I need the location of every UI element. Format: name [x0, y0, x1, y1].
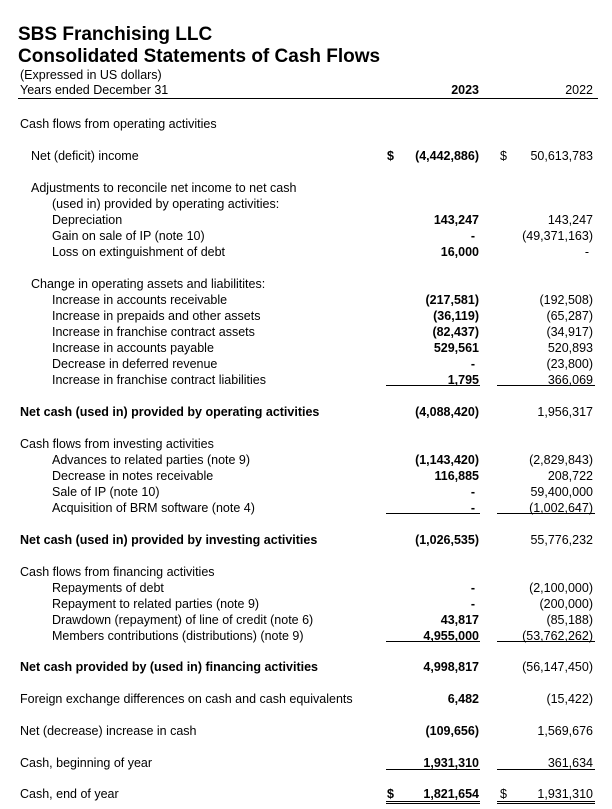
sale-ip-label: Sale of IP (note 10) — [52, 485, 160, 499]
depreciation-label: Depreciation — [52, 213, 123, 227]
gain-ip-2022: (49,371,163) — [522, 229, 593, 243]
depreciation-2023: 143,247 — [433, 213, 479, 227]
payable-2022: 520,893 — [547, 341, 593, 355]
deferred-rev-2023: - — [470, 357, 475, 371]
statement-title: Consolidated Statements of Cash Flows — [18, 46, 381, 67]
financing-total-label: Net cash provided by (used in) financing activities — [20, 660, 318, 674]
prepaids-2022: (65,287) — [546, 309, 593, 323]
investing-2022-rule — [497, 513, 595, 514]
cash-end-2022-double-rule — [497, 801, 595, 804]
gain-ip-row — [0, 228, 612, 244]
operating-section-label: Cash flows from operating activities — [20, 117, 217, 131]
financing-2022-rule — [497, 641, 595, 642]
cash-begin-label: Cash, beginning of year — [20, 756, 153, 770]
members-2023: 4,955,000 — [423, 629, 479, 643]
notes-recv-row — [0, 468, 612, 484]
gain-ip-2023: - — [470, 229, 475, 243]
drawdown-2022: (85,188) — [546, 613, 593, 627]
fx-label: Foreign exchange differences on cash and cash equivalents — [20, 692, 353, 706]
members-2022: (53,762,262) — [522, 629, 593, 643]
cash-end-label: Cash, end of year — [20, 787, 119, 801]
notes-recv-label: Decrease in notes receivable — [52, 469, 214, 483]
drawdown-2023: 43,817 — [440, 613, 479, 627]
repay-debt-label: Repayments of debt — [52, 581, 164, 595]
operating-2022-rule — [497, 385, 595, 386]
cash-end-2023-dollar: $ — [387, 787, 394, 801]
franchise-liab-2023: 1,795 — [447, 373, 479, 387]
payable-label: Increase in accounts payable — [52, 341, 214, 355]
change-header-row — [0, 276, 612, 292]
net-income-row — [0, 148, 612, 164]
deferred-rev-row — [0, 356, 612, 372]
cash-end-2023-double-rule — [386, 801, 480, 804]
franchise-assets-2023: (82,437) — [432, 325, 479, 339]
cash-end-2022-dollar: $ — [500, 787, 507, 801]
repay-related-2023: - — [470, 597, 475, 611]
franchise-liab-2022: 366,069 — [547, 373, 593, 387]
franchise-assets-label: Increase in franchise contract assets — [52, 325, 255, 339]
company-name: SBS Franchising LLC — [18, 24, 213, 45]
net-income-label: Net (deficit) income — [31, 149, 139, 163]
adjustments-header-row-2 — [0, 196, 612, 212]
loss-debt-2023: 16,000 — [440, 245, 479, 259]
net-change-2023: (109,656) — [425, 724, 479, 738]
financing-total-2023: 4,998,817 — [423, 660, 479, 674]
loss-debt-label: Loss on extinguishment of debt — [52, 245, 226, 259]
fx-row — [0, 691, 612, 707]
operating-section — [0, 116, 612, 132]
sale-ip-row — [0, 484, 612, 500]
operating-total-row — [0, 404, 612, 420]
receivable-label: Increase in accounts receivable — [52, 293, 228, 307]
notes-recv-2022: 208,722 — [547, 469, 593, 483]
prepaids-2023: (36,119) — [433, 309, 479, 323]
financing-2023-rule — [386, 641, 480, 642]
repay-debt-row — [0, 580, 612, 596]
change-header-label: Change in operating assets and liabilitites: — [31, 277, 266, 291]
net-income-2022-dollar: $ — [500, 149, 507, 163]
brm-2022: (1,002,647) — [529, 501, 593, 515]
financing-section-label: Cash flows from financing activities — [20, 565, 215, 579]
adjustments-label-1: Adjustments to reconcile net income to net cash — [31, 181, 297, 195]
year-2022-header: 2022 — [565, 83, 593, 97]
cash-begin-2022-rule — [497, 769, 595, 770]
financing-section — [0, 564, 612, 580]
gain-ip-label: Gain on sale of IP (note 10) — [52, 229, 205, 243]
payable-2023: 529,561 — [433, 341, 479, 355]
loss-debt-2022: - — [584, 245, 589, 259]
investing-total-label: Net cash (used in) provided by investing activities — [20, 533, 318, 547]
adjustments-header-row — [0, 180, 612, 196]
depreciation-row — [0, 212, 612, 228]
drawdown-label: Drawdown (repayment) of line of credit (note 6) — [52, 613, 314, 627]
receivable-2022: (192,508) — [539, 293, 593, 307]
investing-section-label: Cash flows from investing activities — [20, 437, 214, 451]
operating-total-2023: (4,088,420) — [415, 405, 479, 419]
financing-total-row — [0, 659, 612, 675]
net-change-label: Net (decrease) increase in cash — [20, 724, 197, 738]
year-2023-header: 2023 — [451, 83, 479, 97]
fx-2022: (15,422) — [546, 692, 593, 706]
repay-debt-2022: (2,100,000) — [529, 581, 593, 595]
adjustments-label-2: (used in) provided by operating activities: — [52, 197, 280, 211]
depreciation-2022: 143,247 — [547, 213, 593, 227]
sale-ip-2022: 59,400,000 — [530, 485, 593, 499]
net-change-2022: 1,569,676 — [537, 724, 593, 738]
repay-related-label: Repayment to related parties (note 9) — [52, 597, 260, 611]
fx-2023: 6,482 — [447, 692, 479, 706]
notes-recv-2023: 116,885 — [434, 469, 479, 483]
repay-related-row — [0, 596, 612, 612]
repay-debt-2023: - — [470, 581, 475, 595]
brm-2023: - — [470, 501, 475, 515]
investing-total-row — [0, 532, 612, 548]
drawdown-row — [0, 612, 612, 628]
net-income-2023: (4,442,886) — [415, 149, 479, 163]
financing-total-2022: (56,147,450) — [522, 660, 593, 674]
operating-total-2022: 1,956,317 — [537, 405, 593, 419]
header-rule — [18, 98, 598, 99]
prepaids-label: Increase in prepaids and other assets — [52, 309, 261, 323]
investing-section — [0, 436, 612, 452]
investing-total-2022: 55,776,232 — [530, 533, 593, 547]
repay-related-2022: (200,000) — [539, 597, 593, 611]
advances-label: Advances to related parties (note 9) — [52, 453, 251, 467]
investing-2023-rule — [386, 513, 480, 514]
receivable-2023: (217,581) — [425, 293, 479, 307]
net-income-2022: 50,613,783 — [530, 149, 593, 163]
franchise-assets-2022: (34,917) — [546, 325, 593, 339]
cash-end-2022: 1,931,310 — [537, 787, 593, 801]
members-label: Members contributions (distributions) (note 9) — [52, 629, 304, 643]
sale-ip-2023: - — [470, 485, 475, 499]
franchise-assets-row — [0, 324, 612, 340]
currency-note: (Expressed in US dollars) — [20, 68, 162, 82]
cash-begin-2023: 1,931,310 — [423, 756, 479, 770]
payable-row — [0, 340, 612, 356]
net-change-row — [0, 723, 612, 739]
operating-2023-rule — [386, 385, 480, 386]
brm-label: Acquisition of BRM software (note 4) — [52, 501, 255, 515]
investing-total-2023: (1,026,535) — [415, 533, 479, 547]
cash-begin-2022: 361,634 — [547, 756, 593, 770]
receivable-row — [0, 292, 612, 308]
deferred-rev-label: Decrease in deferred revenue — [52, 357, 218, 371]
advances-row — [0, 452, 612, 468]
cash-begin-2023-rule — [386, 769, 480, 770]
franchise-liab-label: Increase in franchise contract liabilities — [52, 373, 266, 387]
period-label: Years ended December 31 — [20, 83, 169, 97]
advances-2022: (2,829,843) — [529, 453, 593, 467]
prepaids-row — [0, 308, 612, 324]
advances-2023: (1,143,420) — [415, 453, 479, 467]
deferred-rev-2022: (23,800) — [546, 357, 593, 371]
operating-total-label: Net cash (used in) provided by operating activities — [20, 405, 320, 419]
cash-end-row — [0, 786, 612, 802]
cash-end-2023: 1,821,654 — [423, 787, 479, 801]
net-income-2023-dollar: $ — [387, 149, 394, 163]
loss-debt-row — [0, 244, 612, 260]
